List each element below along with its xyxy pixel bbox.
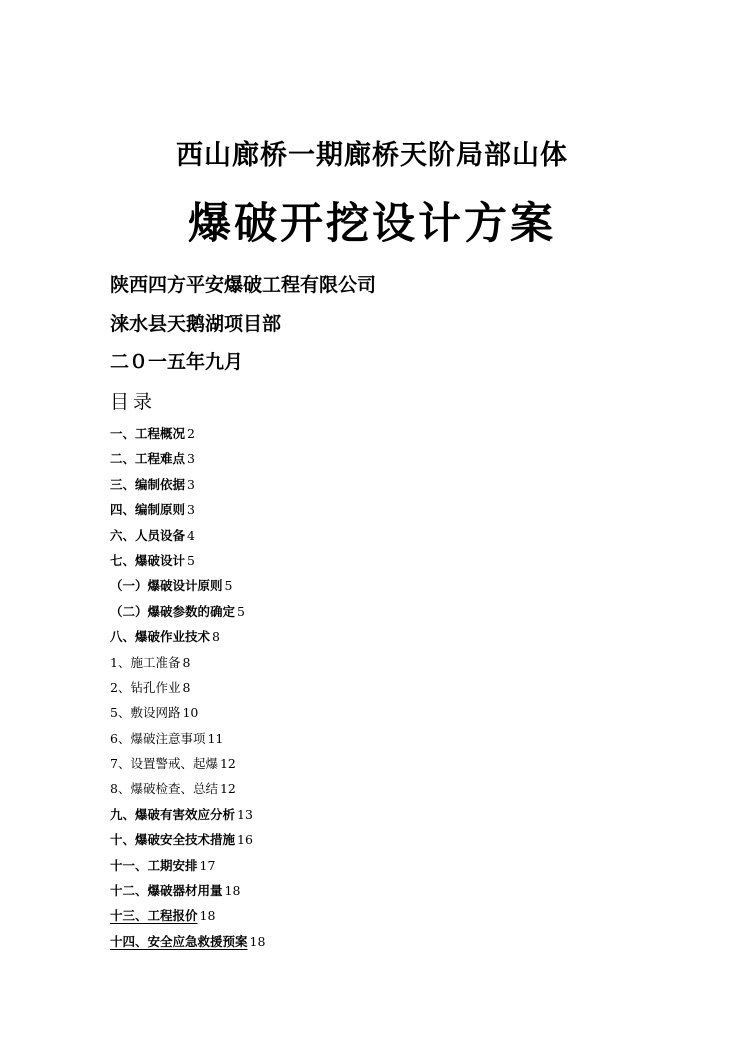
toc-entry[interactable]	[110, 446, 670, 471]
toc-entry-label: 十二、爆破器材用量	[110, 883, 223, 899]
toc-entry-label: 二、工程难点	[110, 451, 186, 467]
toc-entry[interactable]	[110, 624, 670, 649]
toc-entry[interactable]	[110, 827, 670, 852]
toc-entry-label: 6、爆破注意事项	[110, 730, 206, 746]
toc-entry[interactable]	[110, 573, 670, 598]
toc-entry-page-number: 13	[237, 806, 253, 822]
toc-entry[interactable]	[110, 700, 670, 725]
toc-entry-page-number: 18	[249, 933, 266, 949]
toc-entry-page-number: 11	[207, 730, 224, 746]
toc-entry-page-number: 16	[237, 832, 253, 848]
toc-entry-label: 十三、工程报价	[110, 908, 198, 924]
toc-entry[interactable]	[110, 675, 670, 700]
toc-entry[interactable]	[110, 726, 670, 751]
toc-entry-page-number: 5	[224, 578, 233, 594]
document-title-line2: 爆破开挖设计方案	[188, 199, 556, 249]
toc-entry-label: 一、工程概况	[110, 426, 186, 441]
toc-entry-label: （一）爆破设计原则	[110, 578, 223, 594]
toc-entry-label: 八、爆破作业技术	[110, 629, 211, 645]
toc-entry-page-number: 18	[199, 908, 216, 924]
toc-entry[interactable]	[110, 903, 670, 928]
toc-entry-page-number: 12	[219, 756, 236, 772]
table-of-contents	[110, 421, 670, 954]
toc-entry-label: 8、爆破检查、总结	[110, 781, 218, 797]
toc-entry-page-number: 10	[182, 705, 199, 721]
company-name: 陕西四方平安爆破工程有限公司	[110, 274, 377, 296]
toc-heading: 目录	[110, 391, 157, 413]
toc-entry[interactable]	[110, 853, 670, 878]
toc-entry-page-number: 5	[237, 603, 245, 619]
toc-entry[interactable]	[110, 421, 670, 446]
toc-entry-page-number: 3	[187, 476, 195, 492]
toc-entry-label: 九、爆破有害效应分析	[110, 806, 236, 822]
toc-entry[interactable]	[110, 497, 670, 522]
project-department: 涞水县天鹅湖项目部	[110, 313, 282, 335]
toc-entry[interactable]	[110, 929, 670, 954]
toc-entry-label: 2、钻孔作业	[110, 679, 181, 695]
toc-entry[interactable]	[110, 776, 670, 801]
toc-entry[interactable]	[110, 548, 670, 573]
document-date: 二０一五年九月	[110, 351, 244, 373]
toc-entry-label: 六、人员设备	[110, 527, 186, 543]
toc-entry-label: 7、设置警戒、起爆	[110, 756, 218, 772]
toc-entry-label: 十一、工期安排	[110, 857, 198, 873]
toc-entry-page-number: 12	[219, 781, 236, 797]
toc-entry-page-number: 8	[182, 654, 191, 670]
document-title-line1: 西山廊桥一期廊桥天阶局部山体	[176, 140, 568, 171]
toc-entry-page-number: 5	[187, 552, 195, 568]
toc-entry-label: 十、爆破安全技术措施	[110, 832, 236, 848]
toc-entry[interactable]	[110, 751, 670, 776]
toc-entry-page-number: 4	[187, 527, 195, 543]
toc-entry-page-number: 17	[199, 857, 216, 873]
toc-entry-label: 四、编制原则	[110, 502, 186, 518]
toc-entry-label: 三、编制依据	[110, 476, 186, 492]
toc-entry-label: （二）爆破参数的确定	[110, 603, 236, 619]
toc-entry-page-number: 3	[187, 451, 195, 467]
toc-entry-page-number: 18	[224, 883, 241, 899]
toc-entry-label: 七、爆破设计	[110, 552, 186, 568]
toc-entry-label: 十四、安全应急救援预案	[110, 933, 248, 949]
toc-entry-label: 5、敷设网路	[110, 705, 181, 721]
toc-entry[interactable]	[110, 472, 670, 497]
toc-entry[interactable]	[110, 878, 670, 903]
toc-entry[interactable]	[110, 802, 670, 827]
toc-entry-label: 1、施工准备	[110, 654, 181, 670]
toc-entry-page-number: 8	[212, 629, 220, 645]
toc-entry[interactable]	[110, 650, 670, 675]
toc-entry-page-number: 8	[182, 679, 191, 695]
toc-entry-page-number: 2	[187, 426, 195, 441]
toc-entry[interactable]	[110, 523, 670, 548]
toc-entry[interactable]	[110, 599, 670, 624]
toc-entry-page-number: 3	[187, 502, 195, 518]
